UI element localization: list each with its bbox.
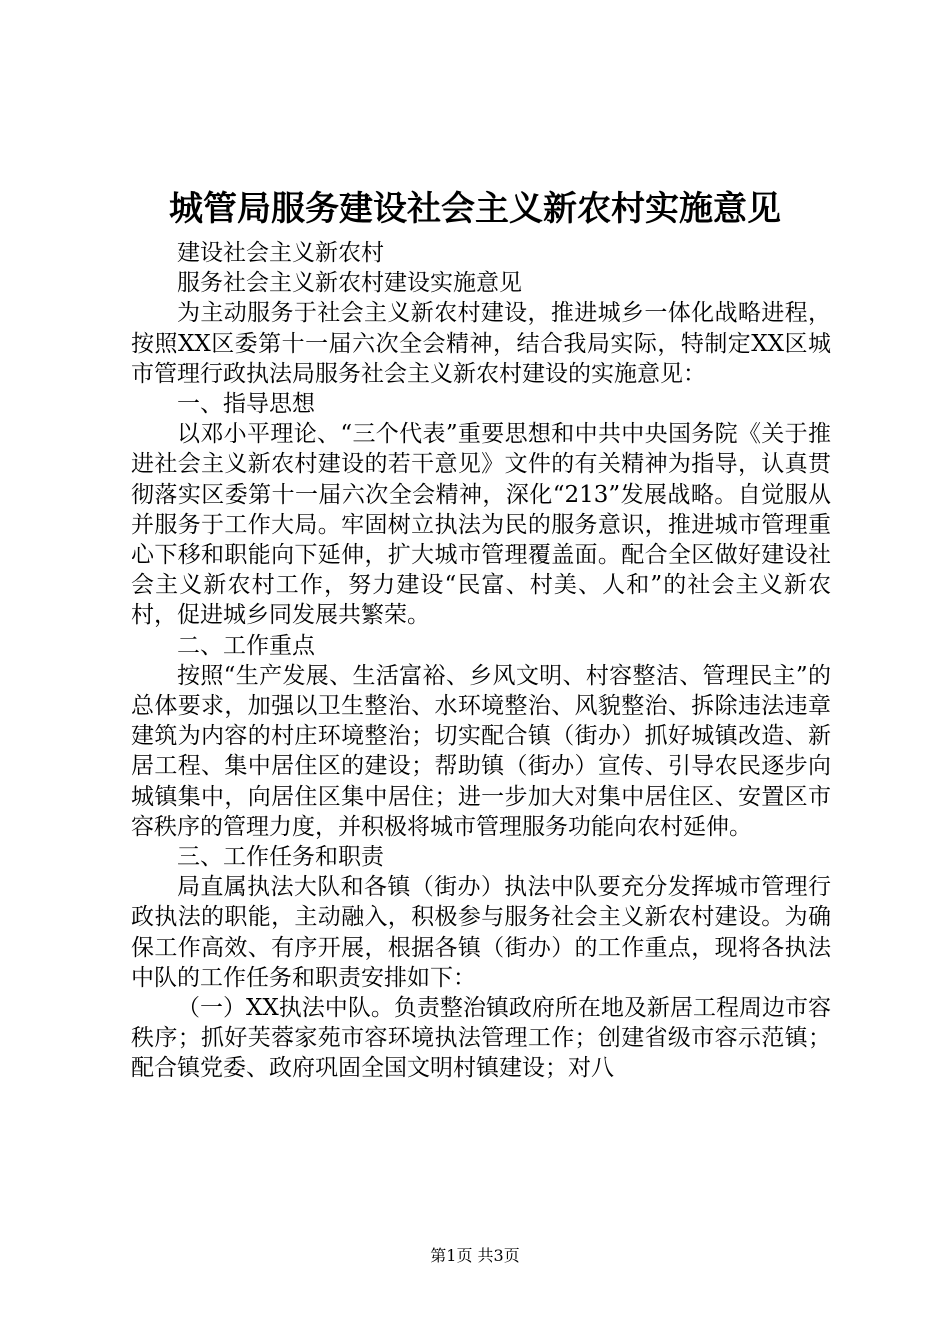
page-footer: 第1页 共3页 bbox=[430, 1246, 520, 1265]
paragraph-work-focus: 按照“生产发展、生活富裕、乡风文明、村容整洁、管理民主”的总体要求，加强以卫生整治、水环境整治、风貌整治、拆除违法违章建筑为内容的村庄环境整治；切实配合镇（街办）抓好城镇改造、新居工程、集中居住区的建设；帮助镇（街办）宣传、引导农民逐步向城镇集中，向居住区集中居住；进一步加大对集中居住区、安置区市容秩序的管理力度，并积极将城市管理服务功能向农村延伸。 bbox=[131, 662, 831, 840]
paragraph-subtitle-2: 服务社会主义新农村建设实施意见 bbox=[177, 270, 522, 297]
document-title: 城管局服务建设社会主义新农村实施意见 bbox=[169, 189, 781, 229]
document-body bbox=[131, 238, 831, 1084]
section-heading-guiding-thought: 一、指导思想 bbox=[177, 391, 315, 418]
paragraph-tasks-duties: 局直属执法大队和各镇（街办）执法中队要充分发挥城市管理行政执法的职能，主动融入，积极参与服务社会主义新农村建设。为确保工作高效、有序开展，根据各镇（街办）的工作重点，现将各执法中队的工作任务和职责安排如下： bbox=[131, 874, 831, 991]
paragraph-intro: 为主动服务于社会主义新农村建设，推进城乡一体化战略进程，按照XX区委第十一届六次全会精神，结合我局实际，特制定XX区城市管理行政执法局服务社会主义新农村建设的实施意见： bbox=[131, 300, 831, 387]
paragraph-subtitle-1: 建设社会主义新农村 bbox=[177, 240, 384, 266]
section-heading-work-focus: 二、工作重点 bbox=[177, 632, 315, 659]
section-heading-tasks-duties: 三、工作任务和职责 bbox=[177, 844, 384, 871]
paragraph-squad-1: （一）XX执法中队。负责整治镇政府所在地及新居工程周边市容秩序；抓好芙蓉家苑市容环境执法管理工作；创建省级市容示范镇；配合镇党委、政府巩固全国文明村镇建设；对八 bbox=[131, 995, 831, 1082]
paragraph-guiding-thought: 以邓小平理论、“三个代表”重要思想和中共中央国务院《关于推进社会主义新农村建设的若干意见》文件的有关精神为指导，认真贯彻落实区委第十一届六次全会精神，深化“213”发展战略。自觉服从并服务于工作大局。牢固树立执法为民的服务意识，推进城市管理重心下移和职能向下延伸，扩大城市管理覆盖面。配合全区做好建设社会主义新农村工作，努力建设“民富、村美、人和”的社会主义新农村，促进城乡同发展共繁荣。 bbox=[131, 421, 831, 629]
